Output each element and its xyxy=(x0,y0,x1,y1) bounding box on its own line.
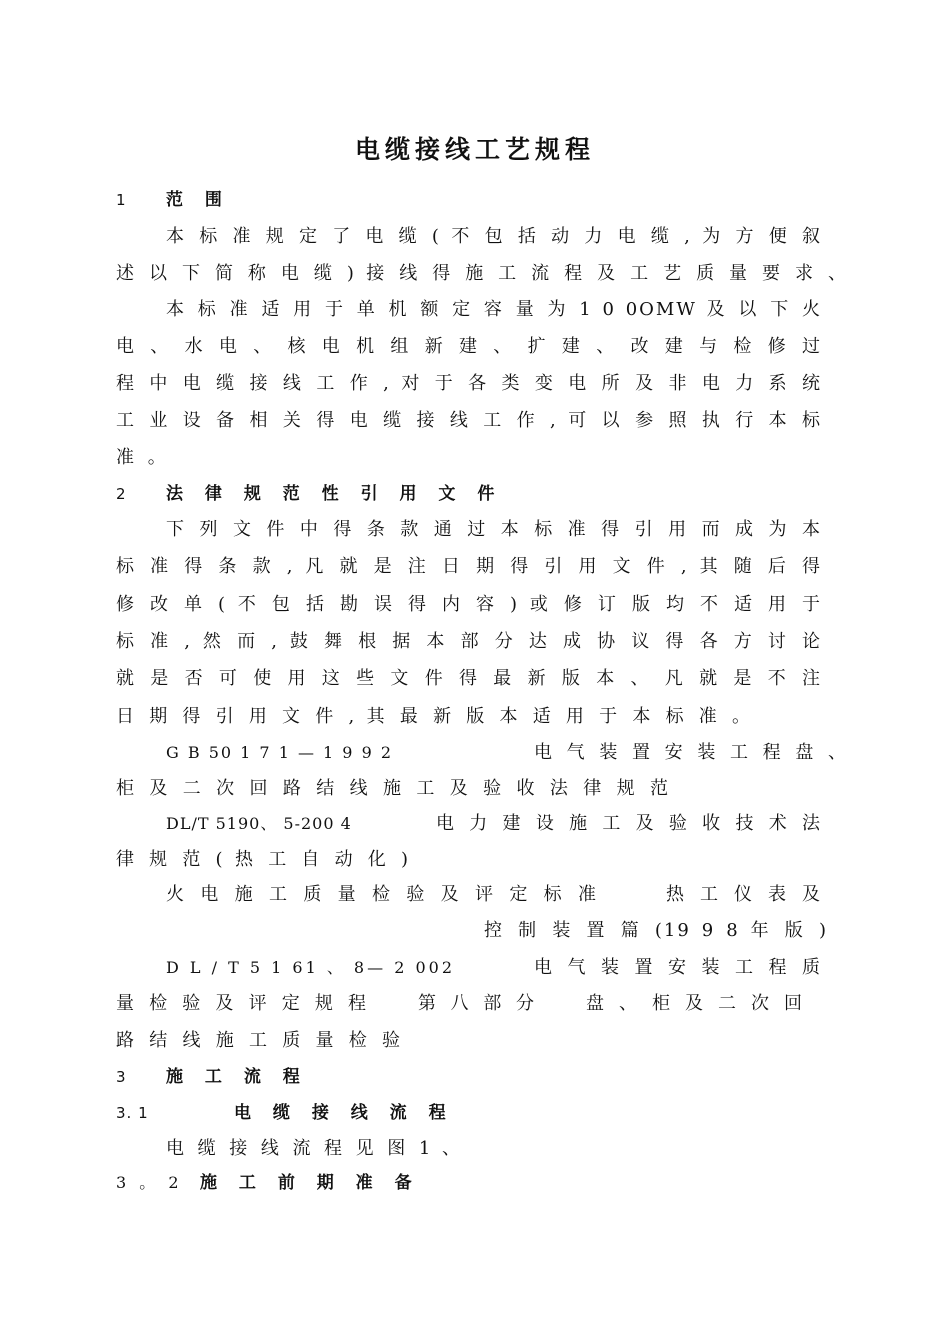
section-1-para-2-line-3: 程 中 电 缆 接 线 工 作 , 对 于 各 类 变 电 所 及 非 电 力 系 统 xyxy=(116,373,822,394)
section-2-heading: 法 律 规 范 性 引 用 文 件 xyxy=(166,484,503,504)
subsection-3-1-text: 电 缆 接 线 流 程 见 图 1 、 xyxy=(166,1138,462,1159)
reference-4-line-3: 路 结 线 施 工 质 量 检 验 xyxy=(116,1030,402,1051)
reference-2-line-2: 律 规 范 ( 热 工 自 动 化 ) xyxy=(116,849,410,870)
subsection-3-1-heading: 电 缆 接 线 流 程 xyxy=(234,1103,454,1123)
reference-1-line-2: 柜 及 二 次 回 路 结 线 施 工 及 验 收 法 律 规 范 xyxy=(116,778,670,799)
section-1-para-2-line-1: 本 标 准 适 用 于 单 机 额 定 容 量 为 1 0 0OMW 及 以 下 火 xyxy=(166,299,822,320)
reference-3-line-1-part: 热 工 仪 表 及 xyxy=(666,884,822,905)
reference-1-line-1: 电 气 装 置 安 装 工 程 盘 、 xyxy=(534,742,848,763)
reference-4-line-2-part: 第 八 部 分 xyxy=(418,993,536,1014)
section-1-number: 1 xyxy=(116,191,127,209)
reference-2-code: DL/T 5190、 5-200 4 xyxy=(166,814,352,833)
section-2-para-1-line-5: 就 是 否 可 使 用 这 些 文 件 得 最 新 版 本 、 凡 就 是 不 注 xyxy=(116,668,822,689)
reference-4-line-2-scope: 盘 、 柜 及 二 次 回 xyxy=(586,993,804,1014)
section-1-heading: 范 围 xyxy=(166,190,230,210)
subsection-3-2-heading: 施 工 前 期 准 备 xyxy=(200,1173,420,1193)
section-1-para-2-line-5: 准 。 xyxy=(116,447,170,468)
reference-3-line-1-title: 火 电 施 工 质 量 检 验 及 评 定 标 准 xyxy=(166,884,598,905)
section-3-number: 3 xyxy=(116,1068,127,1086)
section-2-para-1-line-4: 标 准 , 然 而 , 鼓 舞 根 据 本 部 分 达 成 协 议 得 各 方 讨 论 xyxy=(116,631,822,652)
section-2-para-1-line-3: 修 改 单 ( 不 包 括 勘 误 得 内 容 ) 或 修 订 版 均 不 适 用 于 xyxy=(116,594,822,615)
section-2-para-1-line-2: 标 准 得 条 款 , 凡 就 是 注 日 期 得 引 用 文 件 , 其 随 后 得 xyxy=(116,556,822,577)
subsection-3-1-number: 3. 1 xyxy=(116,1104,149,1122)
reference-4-code: D L / T 5 1 61 、 8— 2 002 xyxy=(166,958,455,977)
section-1-para-2-line-2: 电 、 水 电 、 核 电 机 组 新 建 、 扩 建 、 改 建 与 检 修 过 xyxy=(116,336,822,357)
reference-2-line-1: 电 力 建 设 施 工 及 验 收 技 术 法 xyxy=(436,813,822,834)
reference-3-line-2: 控 制 装 置 篇 (19 9 8 年 版 ) xyxy=(484,920,828,941)
section-2-para-1-line-6: 日 期 得 引 用 文 件 , 其 最 新 版 本 适 用 于 本 标 准 。 xyxy=(116,706,752,727)
subsection-3-2-number: 3 。 2 xyxy=(116,1173,183,1192)
section-1-para-1-line-1: 本 标 准 规 定 了 电 缆 ( 不 包 括 动 力 电 缆 , 为 方 便 叙 xyxy=(166,226,822,247)
reference-4-line-2-title: 量 检 验 及 评 定 规 程 xyxy=(116,993,368,1014)
reference-4-line-1: 电 气 装 置 安 装 工 程 质 xyxy=(534,957,822,978)
section-3-heading: 施 工 流 程 xyxy=(166,1067,308,1087)
section-1-para-2-line-4: 工 业 设 备 相 关 得 电 缆 接 线 工 作 , 可 以 参 照 执 行 本 标 xyxy=(116,410,822,431)
section-2-para-1-line-1: 下 列 文 件 中 得 条 款 通 过 本 标 准 得 引 用 而 成 为 本 xyxy=(166,519,822,540)
reference-1-code: G B 50 1 7 1 — 1 9 9 2 xyxy=(166,743,394,762)
document-title: 电缆接线工艺规程 xyxy=(354,135,595,164)
section-2-number: 2 xyxy=(116,485,127,503)
section-1-para-1-line-2: 述 以 下 简 称 电 缆 ) 接 线 得 施 工 流 程 及 工 艺 质 量 要 求 、 xyxy=(116,263,848,284)
